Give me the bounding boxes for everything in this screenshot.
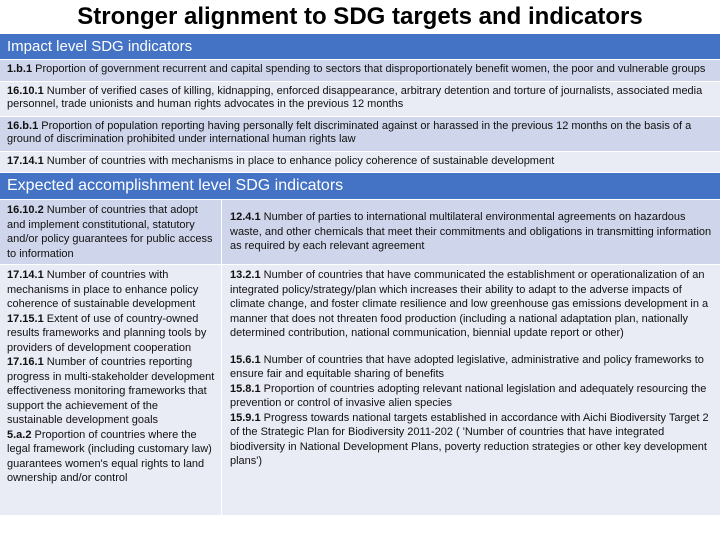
expected-section — [0, 173, 720, 516]
indicator-text: Proportion of population reporting having personally felt discriminated against or harassed in the previous 12 months on the basis of a ground of discrimination prohibited under international human rights law — [7, 119, 692, 145]
expected-cell — [222, 200, 720, 265]
indicator-text: Number of countries that have communicated the establishment or operationalization of an integrated policy/strategy/plan which increases their ability to adapt to the adverse impacts of climate change, and foster climate resilience and low greenhouse gas emissions development in a manner that does not threaten food production (including a national adaptation plan, nationally determined contribution, national communication, biennial update report or other) — [230, 269, 709, 339]
indicator-item — [7, 355, 216, 428]
indicator-code: 16.b.1 — [7, 119, 39, 132]
indicator-text: Proportion of countries where the legal framework (including customary law) guarantees women's equal rights to land ownership and/or control — [7, 428, 212, 484]
indicator-text: Number of countries that have adopted legislative, administrative and policy frameworks to ensure fair and equitable sharing of benefits — [230, 353, 704, 380]
impact-row — [0, 152, 720, 174]
indicator-text: Progress towards national targets established in accordance with Aichi Biodiversity Target 2 of the Strategic Plan for Biodiversity 2011-202 ( 'Number of countries that have integrated biodiversity in National Development Plans, poverty reduction strategies or other key development plans') — [230, 411, 709, 467]
indicator-text: Number of countries with mechanisms in place to enhance policy coherence of sustainable development — [7, 269, 199, 310]
expected-cell — [0, 200, 222, 265]
indicator-item — [230, 268, 715, 341]
spacer — [230, 341, 715, 353]
indicator-item — [7, 312, 216, 356]
indicator-item — [7, 268, 216, 312]
indicator-code: 1.b.1 — [7, 63, 33, 75]
expected-cell — [0, 265, 222, 516]
impact-header: Impact level SDG indicators — [0, 34, 720, 60]
indicator-code: 17.16.1 — [7, 356, 44, 368]
indicator-text: Proportion of government recurrent and capital spending to sectors that disproportionately benefit women, the poor and vulnerable groups — [32, 63, 706, 75]
indicator-text: Proportion of countries adopting relevant national legislation and adequately resourcing the prevention or control of invasive alien species — [230, 382, 707, 409]
indicator-text: Number of parties to international multilateral environmental agreements on hazardous waste, and other chemicals that meet their commitments and obligations in transmitting information as required by each relevant agreement — [230, 211, 712, 253]
impact-row — [0, 117, 720, 152]
indicator-item — [230, 382, 715, 411]
impact-row — [0, 60, 720, 82]
indicator-text: Extent of use of country-owned results frameworks and planning tools by providers of development cooperation — [7, 312, 207, 354]
indicator-code: 17.15.1 — [7, 312, 44, 325]
indicator-code: 5.a.2 — [7, 428, 32, 441]
page-title: Stronger alignment to SDG targets and indicators — [77, 3, 643, 30]
indicator-code: 15.9.1 — [230, 411, 261, 424]
indicator-code: 17.14.1 — [7, 154, 44, 167]
indicator-code: 13.2.1 — [230, 269, 261, 281]
indicator-code: 16.10.1 — [7, 84, 44, 97]
indicator-item — [7, 428, 216, 486]
indicator-text: Number of verified cases of killing, kidnapping, enforced disappearance, arbitrary detention and torture of journalists, associated media personnel, trade unionists and human rights advocates in the previous 12 months — [7, 84, 703, 110]
impact-row — [0, 82, 720, 117]
indicator-code: 15.6.1 — [230, 353, 261, 366]
indicator-item — [230, 353, 715, 382]
indicator-code: 15.8.1 — [230, 382, 261, 395]
indicator-code: 16.10.2 — [7, 204, 44, 216]
expected-header: Expected accomplishment level SDG indicators — [0, 173, 720, 200]
indicator-text: Number of countries that adopt and implement constitutional, statutory and/or policy guarantees for public access to information — [7, 204, 213, 260]
indicator-code: 12.4.1 — [230, 211, 261, 224]
indicator-text: Number of countries reporting progress in multi-stakeholder development effectiveness monitoring frameworks that support the achievement of the sustainable development goals — [7, 356, 215, 426]
indicator-text: Number of countries with mechanisms in place to enhance policy coherence of sustainable development — [43, 154, 555, 167]
indicator-code: 17.14.1 — [7, 269, 44, 281]
expected-table — [0, 200, 720, 516]
impact-section — [0, 34, 720, 173]
expected-cell — [222, 265, 720, 516]
indicator-item — [230, 411, 715, 469]
